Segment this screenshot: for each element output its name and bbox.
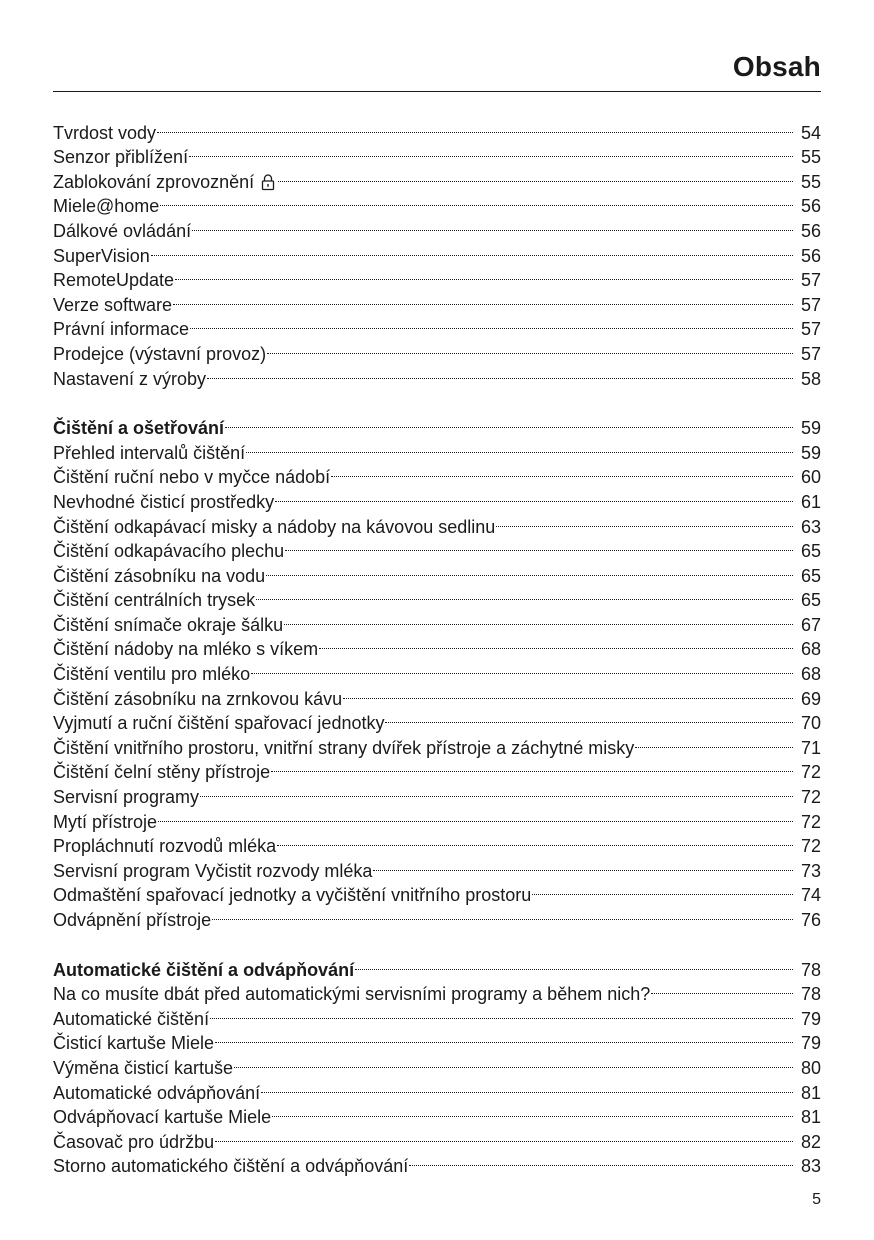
- toc-entry-text: Servisní programy: [53, 787, 200, 808]
- toc-entry-page-number: 61: [800, 491, 821, 512]
- toc-entry-text: Časovač pro údržbu: [53, 1131, 215, 1152]
- toc-entry-text: Senzor přiblížení: [53, 147, 189, 168]
- toc-entry[interactable]: [53, 114, 821, 143]
- toc-entry-label: [53, 859, 372, 884]
- toc-entry-text: Miele@home: [53, 196, 160, 217]
- toc-entry-page-number: 54: [800, 122, 821, 143]
- dot-leader: [285, 533, 793, 558]
- page-title: Obsah: [732, 51, 821, 82]
- toc-entry-page-number: 57: [800, 343, 821, 364]
- toc-section-heading[interactable]: [53, 410, 821, 439]
- title-divider: [53, 91, 821, 92]
- dot-leader: [251, 655, 793, 680]
- toc-entry-page-number: 68: [800, 664, 821, 685]
- toc-section: [53, 410, 821, 930]
- toc-entry-label: [53, 613, 283, 638]
- toc-entry-text: Odmaštění spařovací jednotky a vyčištění vnitřního prostoru: [53, 885, 532, 906]
- toc-entry-label: [53, 268, 174, 293]
- dot-leader: [385, 705, 793, 730]
- toc-entry-page-number: 55: [800, 171, 821, 192]
- dot-leader: [409, 1148, 793, 1173]
- toc-entry-page-number: 59: [800, 418, 821, 439]
- toc-entry-text: Na co musíte dbát před automatickými servisními programy a během nich?: [53, 984, 651, 1005]
- toc-entry-text: Čištění vnitřního prostoru, vnitřní strany dvířek přístroje a záchytné misky: [53, 737, 635, 758]
- dot-leader: [234, 1049, 793, 1074]
- toc-entry-page-number: 70: [800, 713, 821, 734]
- toc-entry[interactable]: [53, 188, 821, 217]
- toc-entry-page-number: 81: [800, 1082, 821, 1103]
- toc-entry-page-number: 65: [800, 590, 821, 611]
- toc-entry[interactable]: [53, 139, 821, 168]
- toc-entry-page-number: 83: [800, 1156, 821, 1177]
- toc-entry-text: Automatické odvápňování: [53, 1082, 261, 1103]
- dot-leader: [215, 1123, 793, 1148]
- dot-leader: [160, 188, 793, 213]
- dot-leader: [319, 631, 793, 656]
- toc-entry-label: [53, 687, 342, 712]
- toc-entry-page-number: 58: [800, 368, 821, 389]
- toc-entry-page-number: 78: [800, 984, 821, 1005]
- toc-entry-text: SuperVision: [53, 245, 150, 266]
- toc-entry[interactable]: [53, 803, 821, 832]
- dot-leader: [189, 139, 793, 164]
- toc-entry-page-number: 67: [800, 614, 821, 635]
- dot-leader: [256, 582, 793, 607]
- toc-entry-page-number: 71: [800, 737, 821, 758]
- table-of-contents: [53, 114, 821, 1177]
- toc-entry-page-number: 65: [800, 541, 821, 562]
- toc-entry-page-number: 73: [800, 860, 821, 881]
- toc-entry-page-number: 72: [800, 811, 821, 832]
- toc-entry-text: Čištění snímače okraje šálku: [53, 614, 284, 635]
- dot-leader: [175, 262, 793, 287]
- dot-leader: [212, 901, 793, 926]
- toc-entry-text: Čištění centrálních trysek: [53, 590, 256, 611]
- dot-leader: [225, 410, 793, 435]
- dot-leader: [215, 1025, 793, 1050]
- toc-entry-text: Verze software: [53, 294, 173, 315]
- dot-leader: [210, 1000, 793, 1025]
- toc-entry-label: [53, 564, 265, 589]
- toc-entry-label: [53, 958, 354, 983]
- toc-entry-text: Odvápňovací kartuše Miele: [53, 1107, 272, 1128]
- toc-entry-label: [53, 145, 188, 170]
- dot-leader: [173, 286, 793, 311]
- toc-section-heading[interactable]: [53, 951, 821, 980]
- dot-leader: [246, 434, 793, 459]
- toc-entry-label: [53, 711, 384, 736]
- toc-entry-text: Dálkové ovládání: [53, 220, 192, 241]
- toc-entry-label: [53, 539, 284, 564]
- dot-leader: [496, 508, 793, 533]
- toc-entry-text: Tvrdost vody: [53, 122, 157, 143]
- toc-entry-text: Čištění čelní stěny přístroje: [53, 762, 271, 783]
- toc-entry-page-number: 78: [800, 959, 821, 980]
- dot-leader: [200, 778, 793, 803]
- toc-entry-label: [53, 121, 156, 146]
- toc-entry-label: [53, 1031, 214, 1056]
- dot-leader: [284, 606, 793, 631]
- toc-entry-page-number: 79: [800, 1033, 821, 1054]
- toc-entry-page-number: 57: [800, 294, 821, 315]
- toc-entry-text: Čištění nádoby na mléko s víkem: [53, 639, 319, 660]
- toc-entry-page-number: 82: [800, 1131, 821, 1152]
- toc-entry-text: RemoteUpdate: [53, 270, 175, 291]
- toc-entry-label: [53, 317, 189, 342]
- dot-leader: [266, 557, 793, 582]
- toc-entry-label: [53, 908, 211, 933]
- toc-entry-text: Automatické čištění a odvápňování: [53, 959, 355, 980]
- dot-leader: [331, 459, 793, 484]
- toc-entry-page-number: 63: [800, 516, 821, 537]
- dot-leader: [275, 483, 793, 508]
- toc-entry-page-number: 72: [800, 762, 821, 783]
- toc-entry-page-number: 57: [800, 270, 821, 291]
- toc-entry-text: Storno automatického čištění a odvápňování: [53, 1156, 409, 1177]
- toc-entry-label: [53, 244, 150, 269]
- toc-entry-page-number: 72: [800, 836, 821, 857]
- toc-entry[interactable]: [53, 212, 821, 241]
- toc-entry-text: Odvápnění přístroje: [53, 910, 212, 930]
- toc-entry-text: Čisticí kartuše Miele: [53, 1033, 215, 1054]
- toc-entry-page-number: 76: [800, 910, 821, 930]
- toc-entry-text: Nastavení z výroby: [53, 368, 207, 389]
- dot-leader: [635, 729, 793, 754]
- toc-entry-page-number: 56: [800, 196, 821, 217]
- dot-leader: [261, 1074, 793, 1099]
- toc-entry-text: Mytí přístroje: [53, 811, 158, 832]
- toc-entry-text: Čištění zásobníku na zrnkovou kávu: [53, 688, 343, 709]
- dot-leader: [157, 114, 793, 139]
- toc-entry-page-number: 81: [800, 1107, 821, 1128]
- dot-leader: [343, 680, 793, 705]
- dot-leader: [190, 311, 793, 336]
- dot-leader: [158, 803, 793, 828]
- toc-entry[interactable]: [53, 828, 821, 857]
- toc-entry-text: Přehled intervalů čištění: [53, 442, 246, 463]
- toc-entry-label: [53, 1081, 260, 1106]
- toc-entry-text: Čištění a ošetřování: [53, 418, 225, 439]
- dot-leader: [192, 212, 793, 237]
- toc-entry-page-number: 57: [800, 319, 821, 340]
- dot-leader: [532, 877, 793, 902]
- toc-entry-text: Právní informace: [53, 319, 190, 340]
- toc-entry-label: [53, 1007, 209, 1032]
- toc-entry-page-number: 60: [800, 467, 821, 488]
- toc-entry-label: [53, 293, 172, 318]
- toc-entry-page-number: 79: [800, 1008, 821, 1029]
- toc-entry-page-number: 74: [800, 885, 821, 906]
- toc-entry-page-number: 68: [800, 639, 821, 660]
- toc-entry-text: Nevhodné čisticí prostředky: [53, 491, 275, 512]
- dot-leader: [277, 828, 793, 853]
- toc-entry-label: [53, 416, 224, 441]
- toc-entry-label: [53, 1130, 214, 1155]
- toc-entry-text: Čištění zásobníku na vodu: [53, 565, 266, 586]
- toc-entry-page-number: 80: [800, 1057, 821, 1078]
- dot-leader: [651, 976, 793, 1001]
- toc-entry-label: [53, 441, 245, 466]
- toc-entry-page-number: 69: [800, 688, 821, 709]
- toc-entry-text: Prodejce (výstavní provoz): [53, 343, 267, 364]
- toc-entry[interactable]: [53, 237, 821, 266]
- toc-entry-label: [53, 1056, 233, 1081]
- toc-entry-label: [53, 490, 274, 515]
- dot-leader: [207, 360, 793, 385]
- toc-section: [53, 114, 821, 389]
- toc-entry-label: [53, 834, 276, 859]
- toc-entry-page-number: 55: [800, 147, 821, 168]
- toc-entry-page-number: 59: [800, 442, 821, 463]
- toc-entry-label: [53, 194, 159, 219]
- toc-entry-text: Vyjmutí a ruční čištění spařovací jednotky: [53, 713, 385, 734]
- toc-entry-text: Servisní program Vyčistit rozvody mléka: [53, 860, 373, 881]
- toc-entry[interactable]: [53, 262, 821, 291]
- dot-leader: [373, 852, 793, 877]
- toc-section: [53, 951, 821, 1177]
- toc-entry-text: Výměna čisticí kartuše: [53, 1057, 234, 1078]
- toc-entry-text: Automatické čištění: [53, 1008, 210, 1029]
- dot-leader: [278, 163, 793, 188]
- toc-entry-text: Čištění ventilu pro mléko: [53, 664, 251, 685]
- toc-entry-label: [53, 367, 206, 392]
- toc-entry-label: [53, 588, 255, 613]
- toc-entry-page-number: 72: [800, 787, 821, 808]
- dot-leader: [151, 237, 793, 262]
- toc-entry-label: [53, 662, 250, 687]
- toc-entry-text: Čištění ruční nebo v myčce nádobí: [53, 467, 331, 488]
- toc-entry-text: Čištění odkapávací misky a nádoby na kávovou sedlinu: [53, 516, 496, 537]
- toc-entry-label: [53, 810, 157, 835]
- dot-leader: [271, 754, 793, 779]
- toc-entry-text: Propláchnutí rozvodů mléka: [53, 836, 277, 857]
- toc-entry-page-number: 65: [800, 565, 821, 586]
- dot-leader: [355, 951, 793, 976]
- dot-leader: [267, 335, 793, 360]
- dot-leader: [272, 1099, 793, 1124]
- toc-entry-text: Čištění odkapávacího plechu: [53, 541, 285, 562]
- toc-entry-page-number: 56: [800, 245, 821, 266]
- toc-entry-page-number: 56: [800, 220, 821, 241]
- page-number: 5: [812, 1191, 821, 1208]
- toc-entry-label: [53, 1154, 408, 1179]
- toc-entry-text: Zablokování zprovoznění: [53, 171, 255, 192]
